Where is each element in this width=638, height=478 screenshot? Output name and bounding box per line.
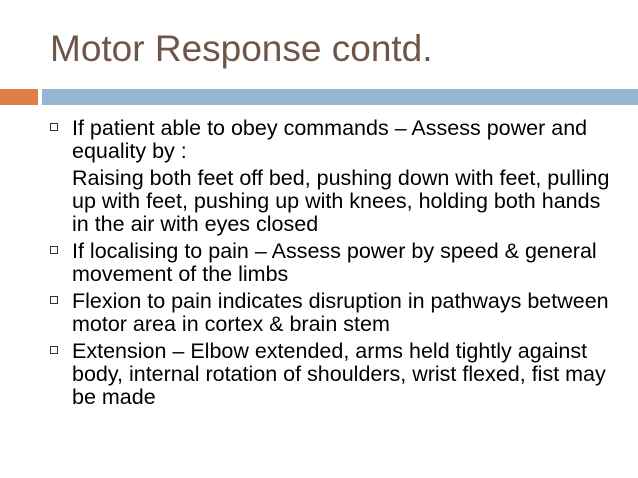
title-rule-bar <box>42 89 638 105</box>
bullet-text: Flexion to pain indicates disruption in pathways between motor area in cortex & brain stem <box>72 289 609 336</box>
hollow-square-icon <box>50 346 58 354</box>
bullet-item-localising <box>50 240 610 286</box>
bullet-item-extension <box>50 340 610 409</box>
title-accent-bar <box>0 89 38 105</box>
hollow-square-icon <box>50 123 58 131</box>
bullet-text: Extension – Elbow extended, arms held tightly against body, internal rotation of shoulders, wrist flexed, fist may be made <box>72 339 606 409</box>
bullet-text: If patient able to obey commands – Assess power and equality by : <box>72 116 588 163</box>
bullet-text: If localising to pain – Assess power by speed & general movement of the limbs <box>72 239 597 286</box>
hollow-square-icon <box>50 296 58 304</box>
bullet-item-flexion <box>50 290 610 336</box>
hollow-square-icon <box>50 246 58 254</box>
bullet-item-obey-commands <box>50 117 610 236</box>
bullet-list <box>50 117 610 409</box>
bullet-subtext: Raising both feet off bed, pushing down with feet, pulling up with feet, pushing up with knees, holding both hands in the air with eyes closed <box>72 166 610 236</box>
slide-title: Motor Response contd. <box>50 28 433 69</box>
